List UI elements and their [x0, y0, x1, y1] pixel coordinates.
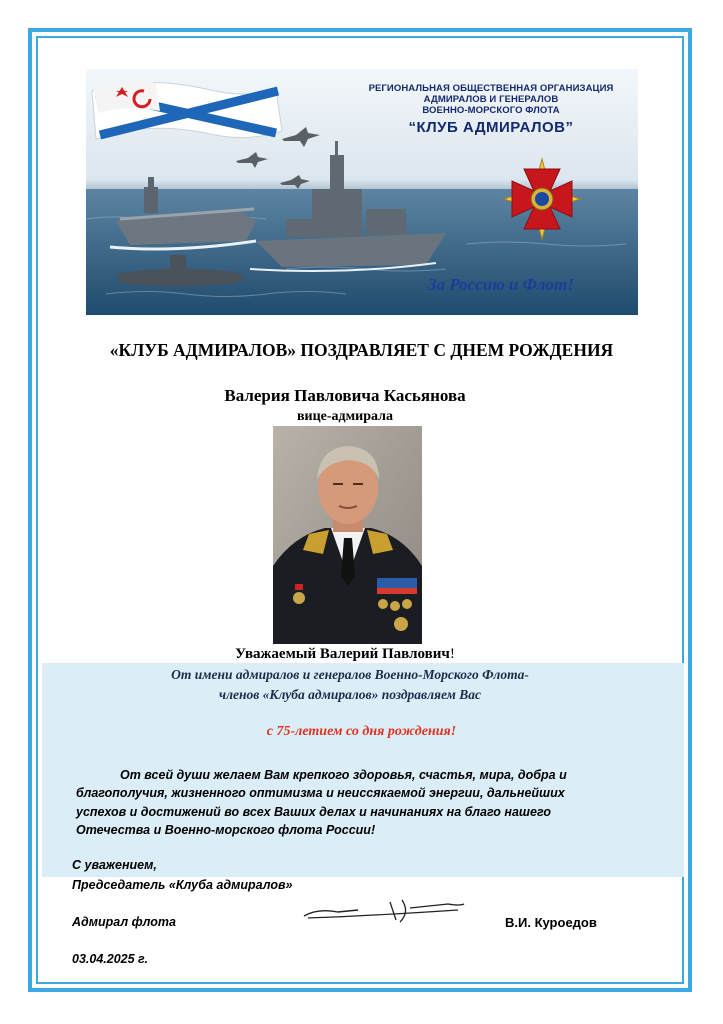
- sign-chair-title: Председатель «Клуба адмиралов»: [72, 878, 293, 892]
- salutation-mark: !: [449, 646, 455, 662]
- sign-regards: С уважением,: [72, 858, 157, 872]
- honoree-portrait: [273, 426, 422, 644]
- banner-org-line1: РЕГИОНАЛЬНАЯ ОБЩЕСТВЕННАЯ ОРГАНИЗАЦИЯ: [368, 83, 614, 94]
- banner-org-title: [346, 83, 636, 136]
- message-occasion: с 75-летием со дня рождения!: [266, 724, 457, 739]
- handwritten-signature: [298, 898, 468, 926]
- message-from-line2: членов «Клуба адмиралов» поздравляем Вас: [218, 687, 481, 702]
- honoree-rank: вице-адмирала: [296, 409, 394, 424]
- header-banner: [86, 69, 638, 315]
- wishes-line: благополучия, жизненного оптимизма и неиссякаемой энергии, дальнейших: [76, 786, 565, 801]
- banner-org-line2: АДМИРАЛОВ И ГЕНЕРАЛОВ: [423, 94, 559, 105]
- banner-club-name: “КЛУБ АДМИРАЛОВ”: [408, 119, 574, 136]
- congratulation-headline: «КЛУБ АДМИРАЛОВ» ПОЗДРАВЛЯЕТ С ДНЕМ РОЖДЕНИЯ: [109, 340, 614, 360]
- salutation-text: Уважаемый Валерий Павлович: [235, 646, 450, 662]
- wishes-line: Отечества и Военно-морского флота России!: [76, 822, 376, 837]
- wishes-line: успехов и достижений во всех Ваших делах и начинаниях на благо нашего: [76, 804, 551, 819]
- banner-motto: За Россию и Флот!: [428, 275, 574, 294]
- salutation: [170, 646, 520, 663]
- signer-name: В.И. Куроедов: [505, 915, 597, 930]
- document-date: 03.04.2025 г.: [72, 952, 149, 966]
- honoree-name: Валерия Павловича Касьянова: [224, 386, 466, 405]
- banner-org-line3: ВОЕННО-МОРСКОГО ФЛОТА: [422, 105, 560, 116]
- wishes-line: От всей души желаем Вам крепкого здоровья, счастья, мира, добра и: [120, 768, 567, 782]
- message-wishes: [76, 766, 636, 839]
- sign-position: Адмирал флота: [72, 915, 176, 929]
- message-from-line1: От имени адмиралов и генералов Военно-Морского Флота-: [171, 667, 529, 682]
